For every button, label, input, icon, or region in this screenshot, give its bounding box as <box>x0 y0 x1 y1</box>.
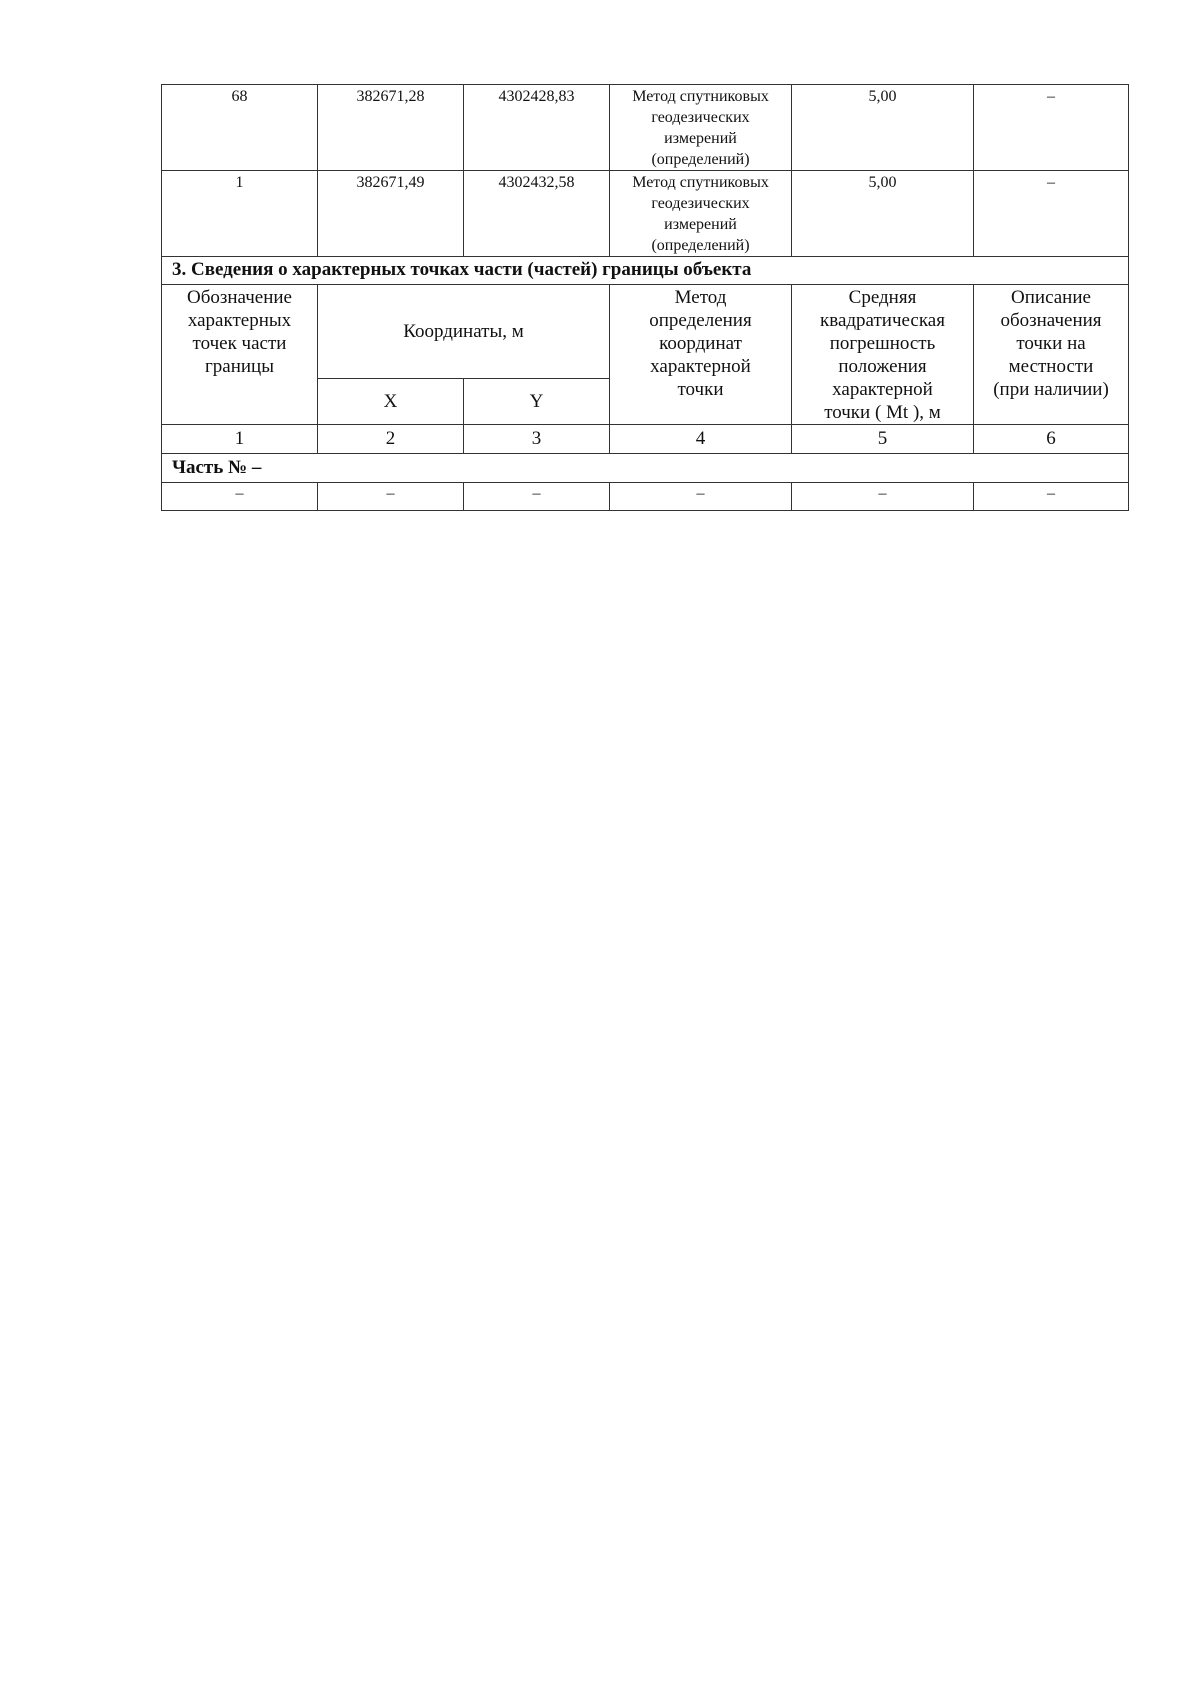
accuracy-cell: 5,00 <box>792 171 974 257</box>
column-number: 2 <box>318 425 464 454</box>
part-label-row <box>162 454 1129 483</box>
empty-cell: – <box>610 483 792 511</box>
empty-cell: – <box>792 483 974 511</box>
x-coordinate-cell: 382671,28 <box>318 85 464 171</box>
column-number: 4 <box>610 425 792 454</box>
header-x: X <box>318 379 464 425</box>
method-cell: Метод спутниковых геодезических измерений (определений) <box>610 85 792 171</box>
column-numbers-row <box>162 425 1129 454</box>
point-number-cell: 1 <box>162 171 318 257</box>
section-title: 3. Сведения о характерных точках части (частей) границы объекта <box>162 257 1129 285</box>
column-number: 1 <box>162 425 318 454</box>
table-row <box>162 171 1129 257</box>
header-description: Описание обозначения точки на местности (при наличии) <box>974 285 1129 425</box>
x-coordinate-cell: 382671,49 <box>318 171 464 257</box>
accuracy-cell: 5,00 <box>792 85 974 171</box>
y-coordinate-cell: 4302428,83 <box>464 85 610 171</box>
header-method: Метод определения координат характерной точки <box>610 285 792 425</box>
column-number: 6 <box>974 425 1129 454</box>
table-row <box>162 483 1129 511</box>
empty-cell: – <box>318 483 464 511</box>
empty-cell: – <box>974 483 1129 511</box>
point-number-cell: 68 <box>162 85 318 171</box>
section-heading-row <box>162 257 1129 285</box>
empty-cell: – <box>162 483 318 511</box>
table-row <box>162 85 1129 171</box>
column-number: 5 <box>792 425 974 454</box>
table-header-row <box>162 285 1129 379</box>
header-y: Y <box>464 379 610 425</box>
y-coordinate-cell: 4302432,58 <box>464 171 610 257</box>
header-accuracy: Средняя квадратическая погрешность положения характерной точки ( Mt ), м <box>792 285 974 425</box>
empty-cell: – <box>464 483 610 511</box>
method-cell: Метод спутниковых геодезических измерений (определений) <box>610 171 792 257</box>
description-cell: – <box>974 171 1129 257</box>
column-number: 3 <box>464 425 610 454</box>
boundary-points-table <box>161 84 1129 511</box>
description-cell: – <box>974 85 1129 171</box>
part-label: Часть № – <box>162 454 1129 483</box>
header-designation: Обозначение характерных точек части границы <box>162 285 318 425</box>
header-coordinates: Координаты, м <box>318 285 610 379</box>
